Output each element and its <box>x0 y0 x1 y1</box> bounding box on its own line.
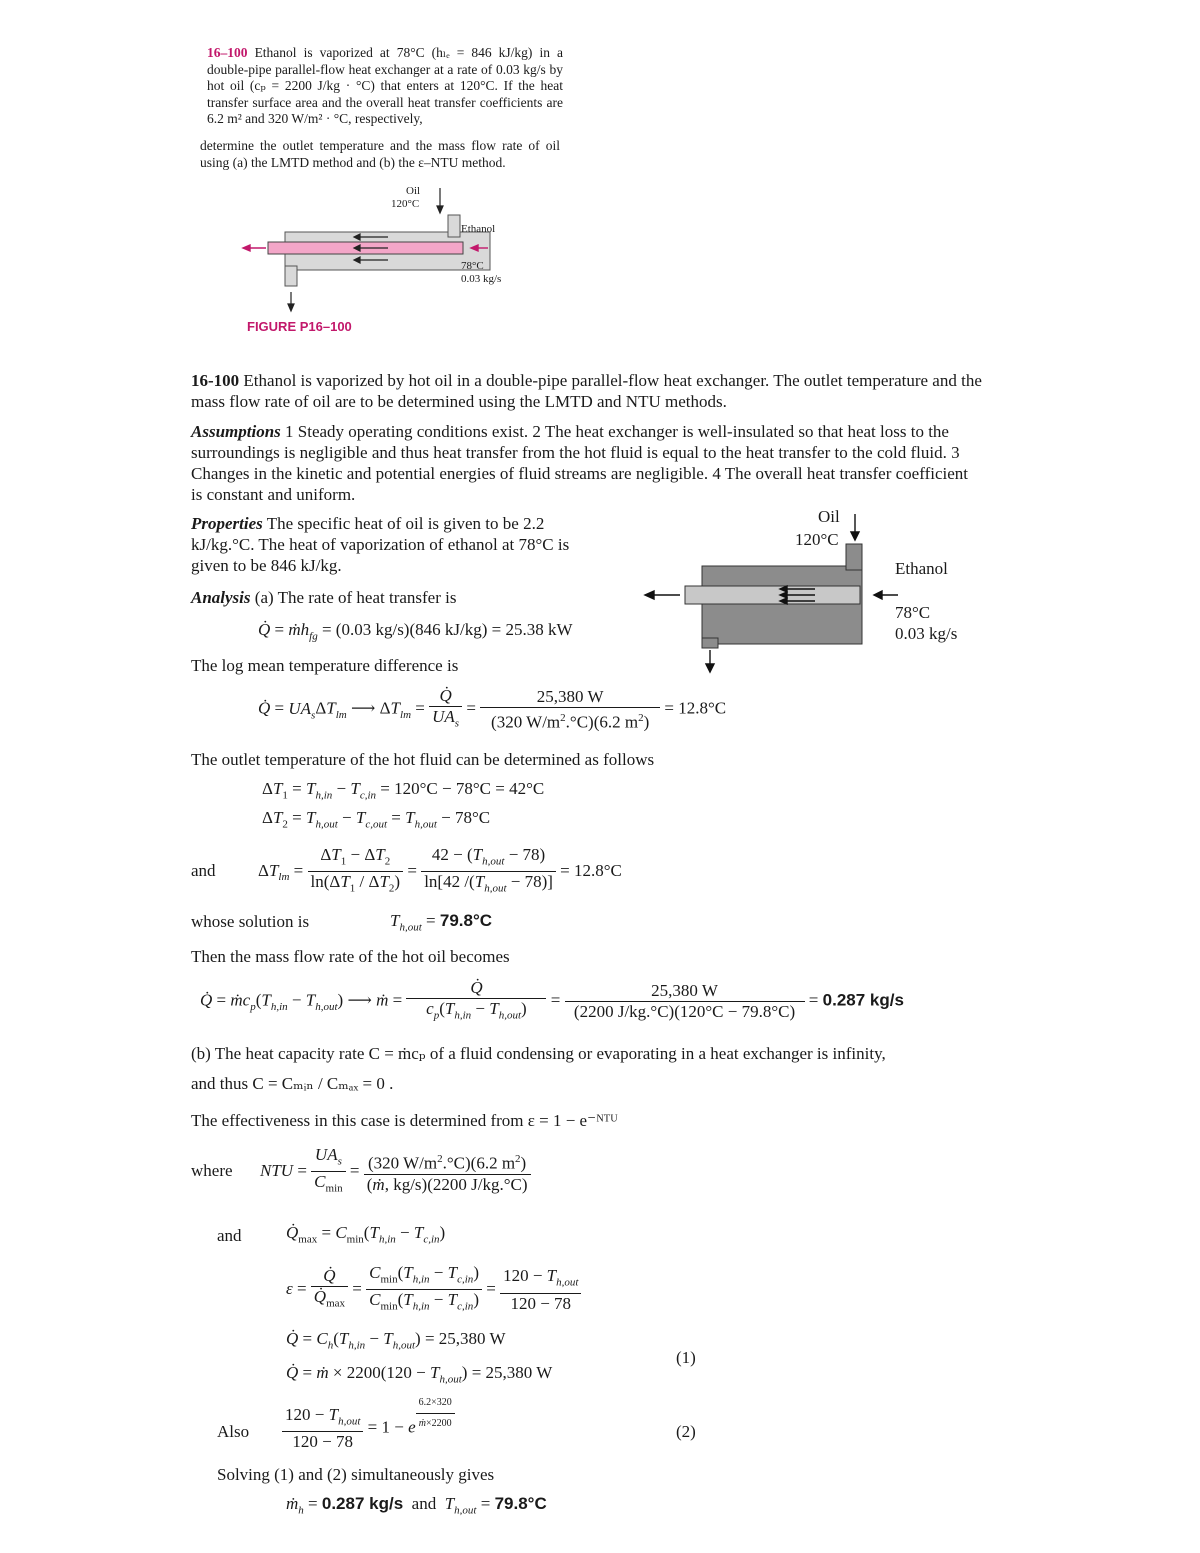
fig-side-oil-temp: 120°C <box>795 530 839 549</box>
lmtd-intro: The log mean temperature difference is <box>191 656 459 675</box>
fig-side-ethanol-temp: 78°C <box>895 603 931 622</box>
eq-epsilon: ε = $\frac{Q̇}{Q̇_{max}}$ = $\frac{C_{min}(T_{h,in} - T_{c,in})}{C_{min}(T_{h,in} - T_{c,in})}$ = $\frac{120 - T_{h,out}}{120 - 78}$ <box>286 1263 581 1317</box>
where-label: where <box>191 1161 233 1180</box>
fig-side-ethanol-label: Ethanol <box>895 559 948 578</box>
part-b-line2: and thus C = Cₘᵢₙ / Cₘₐₓ = 0 . <box>191 1074 394 1093</box>
side-inner-tube <box>685 586 860 604</box>
eq-final: $ṁ_h = 0.287$ kg/s and $T_{h,out} = 79.8^\circ C$ <box>286 1494 547 1517</box>
fig-top-oil-temp: 120°C <box>391 198 420 210</box>
assumptions-label: Assumptions <box>191 422 281 441</box>
properties-text: The specific heat of oil is given to be 2.2 kJ/kg.°C. The heat of vaporization of ethanol at 78°C is given to be 846 kJ/kg. <box>191 514 570 575</box>
eq-tout: $T_{h,out} = 79.8^\circ C$ <box>390 911 493 934</box>
effectiveness-line: The effectiveness in this case is determined from ε = 1 − e⁻ᴺᵀᵁ <box>191 1111 618 1130</box>
outlet-intro: The outlet temperature of the hot fluid can be determined as follows <box>191 750 655 769</box>
side-shell-outlet <box>702 638 718 648</box>
properties-label: Properties <box>191 514 263 533</box>
fig-side-ethanol-rate: 0.03 kg/s <box>895 624 958 643</box>
assumptions-text: 1 Steady operating conditions exist. 2 The heat exchanger is well-insulated so that heat loss to the surroundings is negligible and thus heat transfer from the hot fluid is equal to the heat transfer to the cold fluid. 3 Changes in the kinetic and potential energies of fluid streams are negligible. 4 The overall heat transfer coefficient is constant and uniform. <box>191 422 969 504</box>
figure-side-diagram <box>640 510 900 680</box>
final-mass: 0.287 kg/s <box>321 1494 404 1513</box>
and-label-2: and <box>217 1226 242 1245</box>
eq-q-mdot: Q̇ = ṁ × $2200(120 - T_{h,out}) = 25,380$ W <box>286 1363 553 1386</box>
side-shell-inlet <box>846 544 862 570</box>
solution-intro <box>191 370 991 412</box>
eq-heat-rate: Q̇ = $ṁh_{fg} = (0.03$ kg/s)(846 kJ/kg) = 25.38 kW <box>258 620 573 643</box>
fig-top-ethanol-rate: 0.03 kg/s <box>461 273 502 285</box>
eq-q-ch: Q̇ = $C_h(T_{h,in} - T_{h,out}) = 25,380$ W <box>286 1329 506 1352</box>
shell-outlet-stub <box>285 266 297 286</box>
fig-side-oil-label: Oil <box>818 507 840 526</box>
eq1-tag: (1) <box>676 1348 696 1367</box>
analysis-label: Analysis <box>191 588 251 607</box>
eq-qmax: $Q̇_{max} = C_{min}(T_{h,in} - T_{c,in})$ <box>286 1223 446 1246</box>
also-label: Also <box>217 1422 250 1441</box>
part-b-line1: (b) The heat capacity rate C = ṁcₚ of a fluid condensing or evaporating in a heat exchanger is infinity, <box>191 1044 886 1063</box>
eq-dT1-result: 42°C <box>509 779 545 798</box>
solution-intro-text: Ethanol is vaporized by hot oil in a double-pipe parallel-flow heat exchanger. The outlet temperature and the mass flow rate of oil are to be determined using the LMTD and NTU methods. <box>191 371 982 411</box>
eq-lmtd: Q̇ = $UA_s\Delta T_{lm}$ ⟶ $\Delta T_{lm}$ = $\frac{Q̇}{UA_s}$ = $\frac{25,380 W}{(320 W/m^2.^\circ C)(6.2 m^2)}$ = 12.8°C <box>258 686 727 732</box>
solution-number: 16-100 <box>191 371 240 390</box>
problem-statement <box>207 45 563 128</box>
eq-tout-result: 79.8°C <box>439 911 493 930</box>
assumptions <box>191 421 981 505</box>
eq-lmtd-expanded: $\Delta T_{lm}$ = $\frac{\Delta T_1 - \Delta T_2}{\ln(\Delta T_1 / \Delta T_2)}$ = $\frac{42 - (T_{h,out} - 78)}{\ln[42 /(T_{h,out} - 78)]}$ = 12.8°C <box>258 845 622 895</box>
figure-caption: FIGURE P16–100 <box>247 319 352 334</box>
analysis-a-text: (a) The rate of heat transfer is <box>254 588 457 607</box>
eq-heat-rate-result: 25.38 kW <box>505 620 573 639</box>
problem-text: Ethanol is vaporized at 78°C (hₗₑ = 846 kJ/kg) in a double-pipe parallel-flow heat exchanger at a rate of 0.03 kg/s by hot oil (cₚ = 2200 J/kg · °C) that enters at 120°C. If the heat transfer surface area and the overall heat transfer coefficients are 6.2 m² and 320 W/m² · °C, respectively, <box>207 45 564 126</box>
eq-also: $\frac{120 - T_{h,out}}{120 - 78}$ = 1 − e $^{\frac{6.2\times 320}{ṁ\times 2200}}$ <box>282 1403 455 1452</box>
final-tout: 79.8°C <box>494 1494 547 1513</box>
fig-top-ethanol-temp: 78°C <box>461 260 484 272</box>
properties <box>191 513 583 576</box>
side-outer-shell <box>702 566 862 644</box>
fig-top-ethanol-label: Ethanol <box>461 223 496 235</box>
solving-line: Solving (1) and (2) simultaneously gives <box>217 1465 495 1484</box>
mass-intro: Then the mass flow rate of the hot oil becomes <box>191 947 510 966</box>
eq2-tag: (2) <box>676 1422 696 1441</box>
eq-lmtd-num: 25,380 W <box>480 687 660 708</box>
fig-top-oil-label: Oil <box>406 185 421 197</box>
problem-number: 16–100 <box>207 45 248 60</box>
figure-top-diagram <box>240 180 540 315</box>
problem-question: determine the outlet temperature and the mass flow rate of oil using (a) the LMTD method and (b) the ε–NTU method. <box>200 138 560 170</box>
eq-dT2: $\Delta T_2 = T_{h,out} - T_{c,out} = T_{h,out} - 78^\circ C$ <box>262 808 491 831</box>
eq-dT1: $\Delta T_1 = T_{h,in} - T_{c,in} = 120^\circ C - 78^\circ C = 42^\circ C$ <box>262 779 545 802</box>
whose-solution: whose solution is <box>191 912 310 931</box>
analysis-a <box>191 587 456 608</box>
eq-lmtd-result: 12.8°C <box>678 698 727 718</box>
eq-ntu: NTU = $\frac{UA_s}{C_{min}}$ = $\frac{(320 W/m^2.^\circ C)(6.2 m^2)}{(ṁ, kg/s)(2200 J/kg.^\circ C)}$ <box>260 1145 531 1199</box>
eq-mass-result: 0.287 kg/s <box>822 990 904 1010</box>
and-label-1: and <box>191 861 216 880</box>
eq-mass: Q̇ = $ṁc_p(T_{h,in} - T_{h,out})$ ⟶ ṁ = $\frac{Q̇}{c_p(T_{h,in} - T_{h,out})}$ = $\frac{25,380 W}{(2200 J/kg.^\circ C)(120^\circ C - 79.8^\circ C)}$ = 0.287 kg/s <box>200 978 904 1022</box>
shell-inlet-stub <box>448 215 460 237</box>
